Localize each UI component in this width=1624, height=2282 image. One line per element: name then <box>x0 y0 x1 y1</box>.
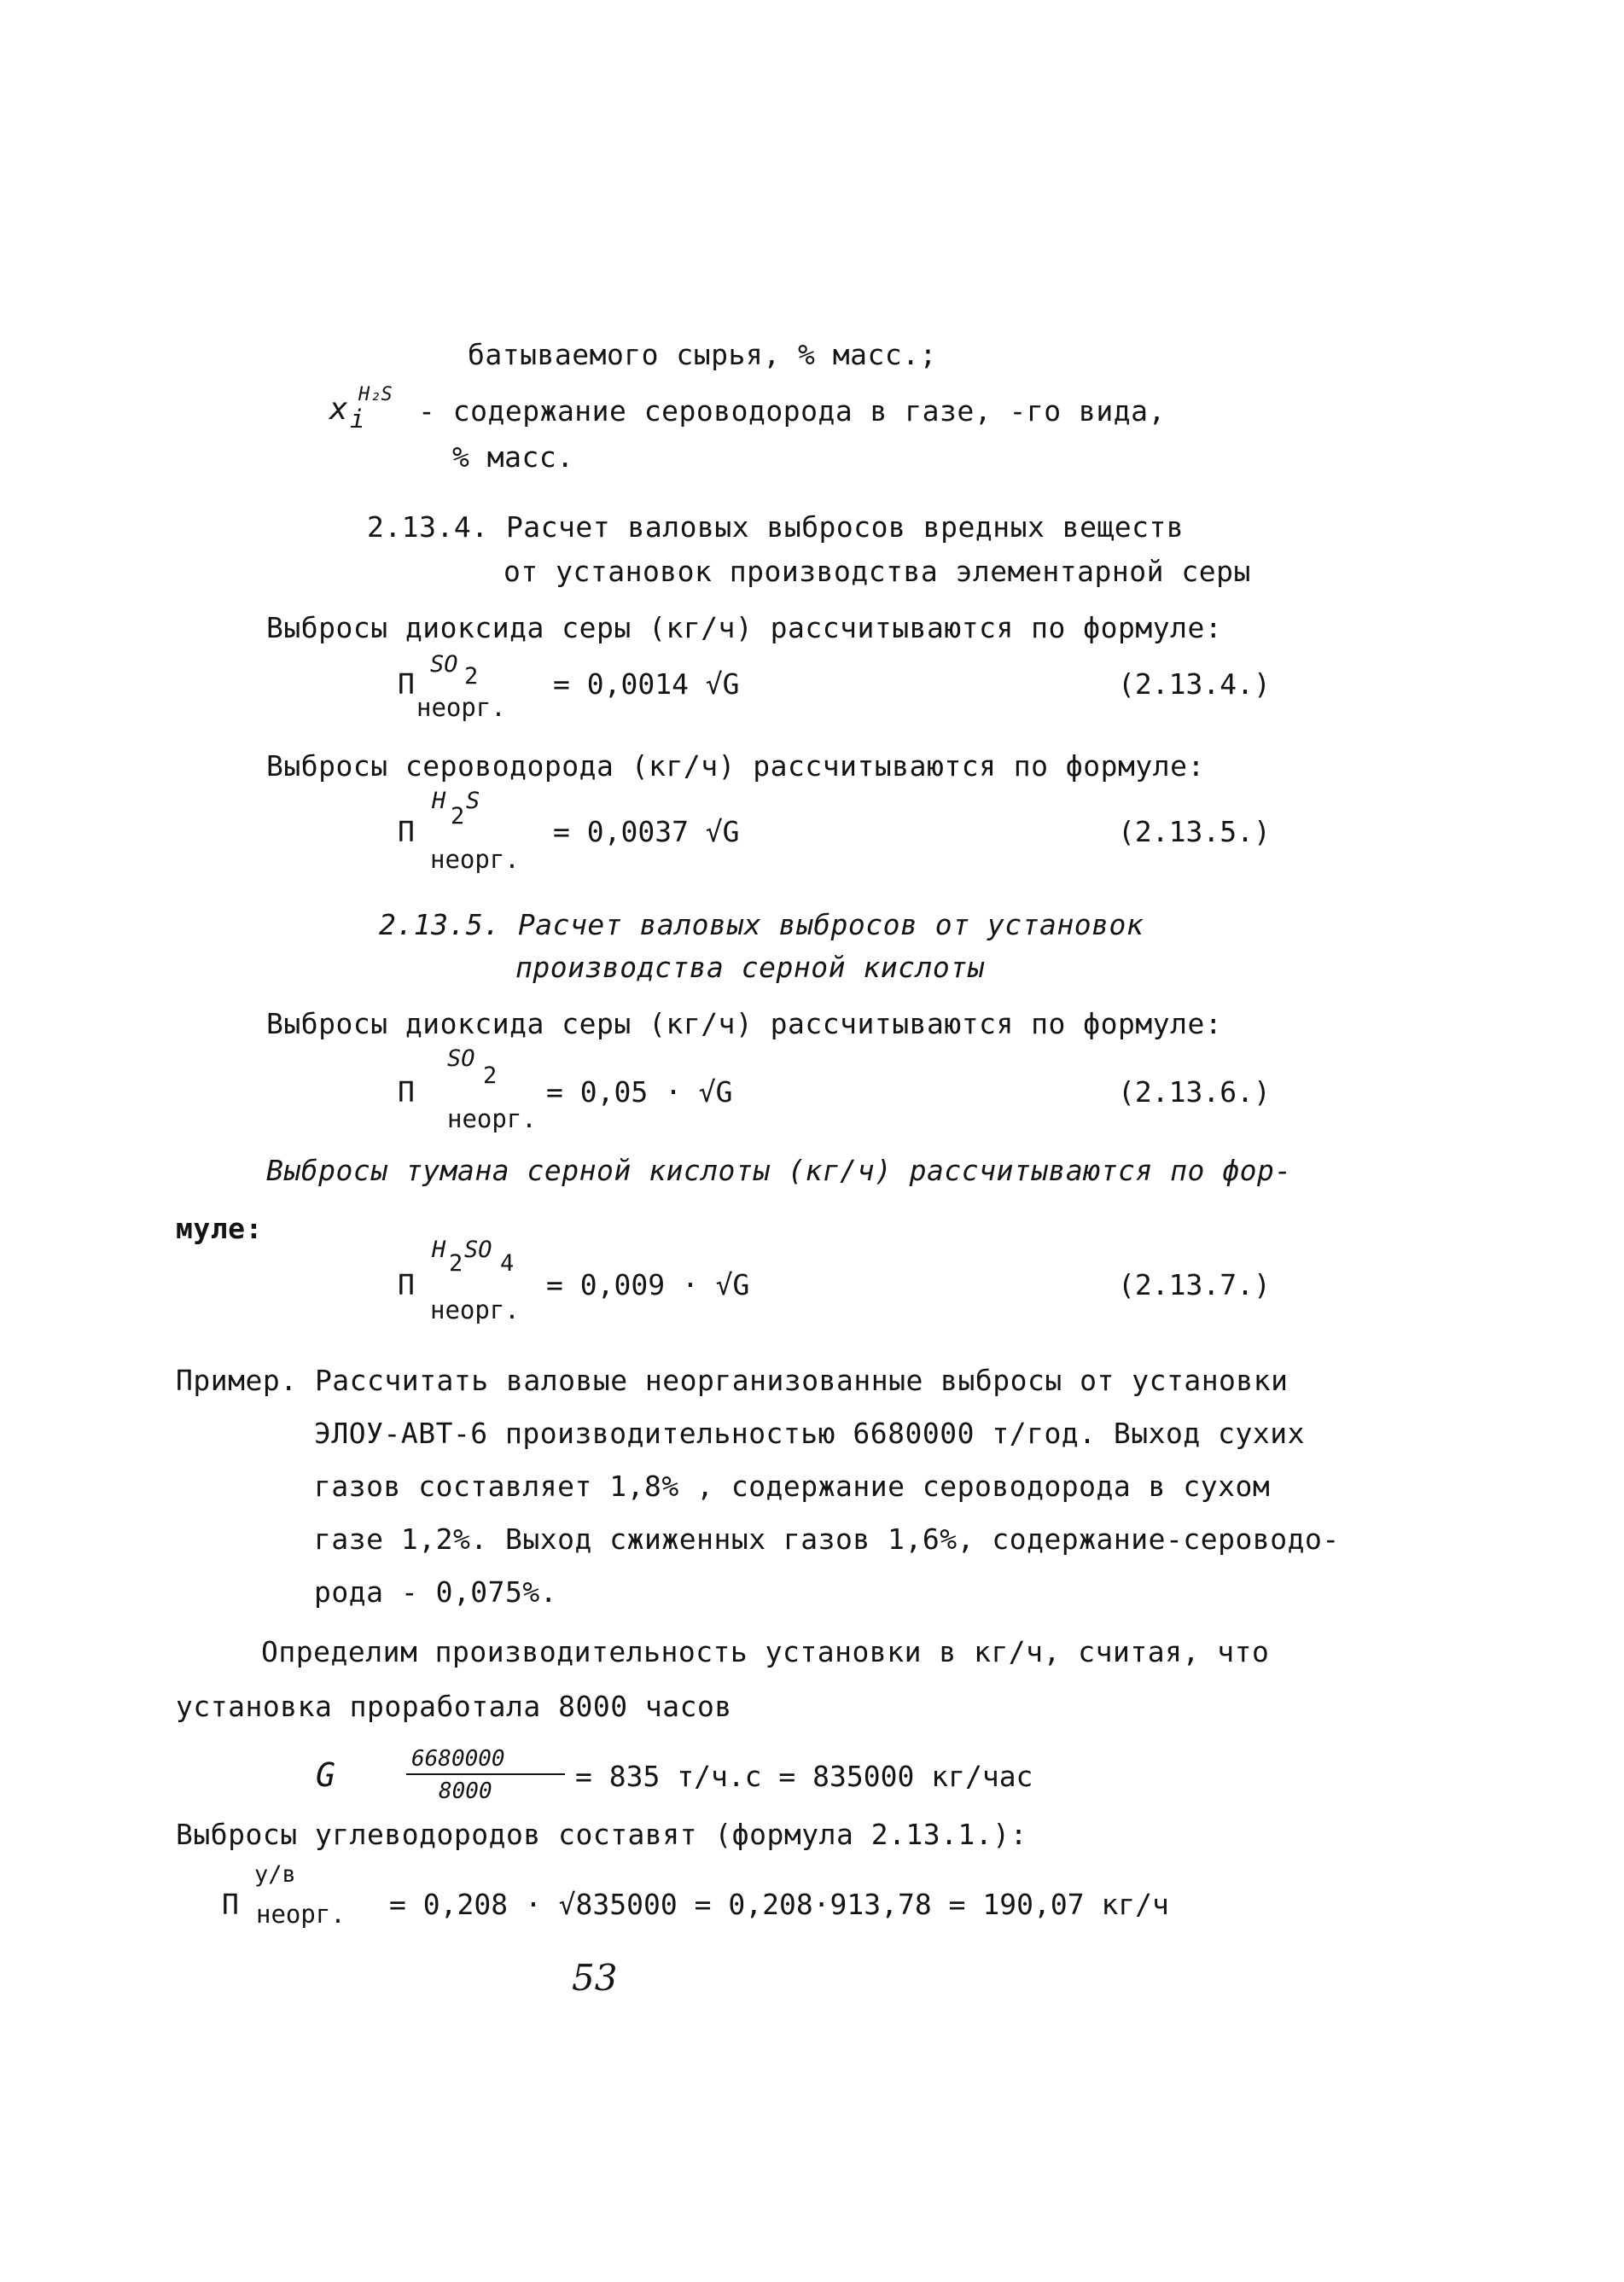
formula-symbol-p: П <box>398 667 415 701</box>
math-symbol-x: x <box>329 392 348 427</box>
section-title: 2.13.4. Расчет валовых выбросов вредных веществ <box>367 510 1185 544</box>
text-line: Определим производительность установки в кг/ч, считая, что <box>261 1635 1270 1668</box>
section-title: производства серной кислоты <box>515 951 985 984</box>
formula-symbol-p: П <box>398 1075 415 1109</box>
formula-superscript: H <box>432 788 446 814</box>
text-line: газов составляет 1,8% , содержание сероводорода в сухом <box>314 1470 1271 1503</box>
text-line: Выбросы диоксида серы (кг/ч) рассчитываются по формуле: <box>266 1007 1223 1040</box>
formula-number: (2.13.4.) <box>1118 667 1271 701</box>
text-line: установка проработала 8000 часов <box>176 1690 732 1723</box>
page-number: 53 <box>572 1957 618 1999</box>
formula-symbol-p: П <box>222 1888 239 1921</box>
text-line: Выбросы сероводорода (кг/ч) рассчитываются по формуле: <box>266 749 1205 783</box>
formula-superscript-index: 2 <box>464 663 479 690</box>
formula-superscript: S <box>466 788 480 814</box>
formula-superscript: H <box>432 1237 446 1263</box>
math-subscript: i <box>350 405 365 434</box>
formula-rhs: = 0,0014 √G <box>553 667 740 701</box>
formula-rhs: = 0,009 · √G <box>546 1268 750 1301</box>
formula-symbol-g: G <box>316 1756 335 1794</box>
formula-subscript: неорг. <box>447 1104 537 1133</box>
text-line: рода - 0,075%. <box>314 1575 558 1609</box>
text-line: Выбросы диоксида серы (кг/ч) рассчитываются по формуле: <box>266 611 1223 644</box>
math-superscript: H₂S <box>358 384 393 405</box>
fraction-numerator: 6680000 <box>411 1746 505 1772</box>
formula-superscript: у/в <box>254 1861 296 1888</box>
fraction-bar <box>406 1773 565 1775</box>
formula-superscript: SO <box>430 651 458 678</box>
formula-superscript: SO <box>464 1237 492 1263</box>
formula-superscript-index: 2 <box>451 803 465 830</box>
text-line: газе 1,2%. Выход сжиженных газов 1,6%, содержание-сероводо- <box>314 1522 1340 1556</box>
formula-rhs: = 0,05 · √G <box>546 1075 733 1109</box>
text-line: - содержание сероводорода в газе, -го вида, <box>418 394 1166 428</box>
formula-number: (2.13.7.) <box>1118 1268 1271 1301</box>
formula-rhs: = 0,0037 √G <box>553 815 740 848</box>
formula-subscript: неорг. <box>430 845 520 874</box>
text-line: Выбросы тумана серной кислоты (кг/ч) рассчитываются по фор- <box>266 1154 1292 1187</box>
text-line: Пример. Рассчитать валовые неорганизованные выбросы от установки <box>176 1364 1289 1397</box>
formula-rhs: = 835 т/ч.с = 835000 кг/час <box>575 1760 1033 1793</box>
section-title: 2.13.5. Расчет валовых выбросов от установок <box>379 908 1144 941</box>
formula-subscript: неорг. <box>430 1295 520 1324</box>
formula-superscript-index: 2 <box>449 1250 463 1277</box>
formula-symbol-p: П <box>398 815 415 848</box>
formula-number: (2.13.6.) <box>1118 1075 1271 1109</box>
formula-subscript: неорг. <box>416 693 506 722</box>
formula-superscript-index: 4 <box>500 1250 515 1277</box>
text-line: муле: <box>176 1212 263 1245</box>
text-line: Выбросы углеводородов составят (формула 2.13.1.): <box>176 1818 1028 1851</box>
text-line: ЭЛОУ-АВТ-6 производительностью 6680000 т/год. Выход сухих <box>314 1417 1305 1450</box>
formula-subscript: неорг. <box>256 1900 346 1929</box>
formula-rhs: = 0,208 · √835000 = 0,208·913,78 = 190,07 кг/ч <box>389 1888 1169 1921</box>
section-title: от установок производства элементарной серы <box>503 555 1251 588</box>
formula-number: (2.13.5.) <box>1118 815 1271 848</box>
text-line: батываемого сырья, % масс.; <box>468 338 937 371</box>
fraction-denominator: 8000 <box>439 1778 492 1804</box>
formula-superscript-index: 2 <box>483 1062 498 1089</box>
formula-symbol-p: П <box>398 1268 415 1301</box>
formula-superscript: SO <box>447 1045 475 1072</box>
text-line: % масс. <box>452 440 574 474</box>
